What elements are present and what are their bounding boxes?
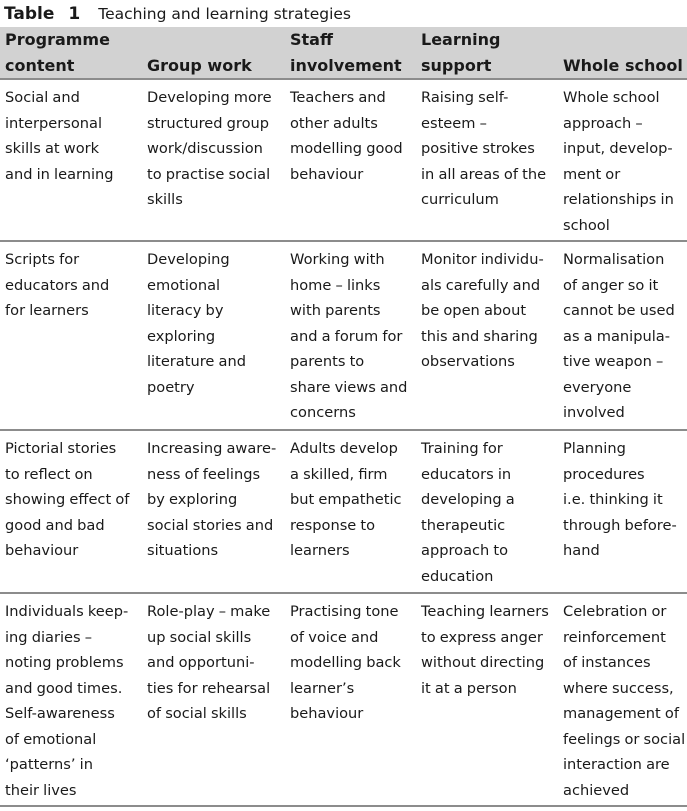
cell-line: ‘patterns’ in [5,756,93,773]
cell-line: learners [290,542,350,559]
cell-line: Role-play – make [147,603,271,620]
cell-line: as a manipula- [563,327,671,345]
cell-line: of emotional [5,730,97,748]
cell-line: showing effect of [5,491,130,508]
cell-staff-involvement [285,430,416,593]
cell-line: and a forum for [290,327,403,345]
cell-line: in all areas of the [421,165,547,183]
header-line: Learning [421,30,501,49]
cell-line: poetry [147,378,195,396]
cell-line: a skilled, firm [290,465,388,483]
cell-line: ness of feelings [147,465,261,483]
cell-line: Individuals keep- [5,603,129,620]
cell-line: observations [421,353,515,370]
table-row [0,79,687,241]
cell-line: involved [563,404,625,421]
cell-line: modelling back [290,654,401,671]
cell-line: by exploring [147,491,238,508]
cell-line: learner’s [290,679,355,697]
cell-line: Celebration or [563,603,667,620]
cell-line: Working with [290,251,385,268]
cell-line: to express anger [421,628,543,646]
cell-line: everyone [563,378,632,396]
cell-line: approach to [421,542,509,559]
cell-group-work [142,241,285,430]
strategies-table [0,27,687,807]
cell-line: therapeutic [421,516,506,534]
header-line: Whole school [563,55,683,75]
cell-line: approach – [563,114,643,132]
cell-line: educators in [421,465,512,483]
header-line: Group work [147,55,252,75]
cell-line: structured group [147,114,270,132]
cell-line: input, develop- [563,140,673,157]
cell-whole-school [558,430,687,593]
cell-line: achieved [563,781,630,799]
header-line: support [421,55,492,75]
cell-line: Normalisation [563,251,665,268]
cell-line: literature and [147,353,246,370]
cell-line: ing diaries – [5,628,93,646]
cell-line: positive strokes [421,140,535,157]
cell-line: skills [147,191,183,208]
cell-line: work/discussion [147,140,263,157]
cell-line: interaction are [563,756,670,773]
cell-line: for learners [5,302,89,319]
cell-group-work [142,593,285,806]
cell-line: cannot be used [563,302,675,319]
table-header [0,27,687,79]
cell-learning-support [416,430,558,593]
header-line: involvement [290,55,402,75]
cell-line: to practise social [147,165,271,183]
cell-line: share views and [290,378,408,396]
cell-line: Raising self- [421,89,509,106]
cell-programme-content [0,79,142,241]
cell-line: their lives [5,781,77,799]
cell-line: Increasing aware- [147,440,277,457]
cell-line: exploring [147,327,216,345]
cell-line: Developing [147,251,230,268]
cell-line: Pictorial stories [5,440,117,457]
cell-programme-content [0,430,142,593]
cell-line: Self-awareness [5,705,115,722]
cell-programme-content [0,241,142,430]
cell-line: educators and [5,276,110,294]
cell-line: Developing more [147,89,272,106]
cell-line: to reflect on [5,465,93,483]
cell-line: it at a person [421,679,517,697]
cell-line: feelings or social [563,730,686,748]
cell-line: concerns [290,404,356,421]
cell-staff-involvement [285,593,416,806]
cell-line: without directing [421,654,545,671]
header-learning-support [416,27,558,79]
cell-line: noting problems [5,654,124,671]
table-body [0,79,687,806]
table-number: 1 [68,4,81,24]
cell-programme-content [0,593,142,806]
cell-line: parents to [290,353,365,370]
cell-whole-school [558,593,687,806]
header-group-work [142,27,285,79]
cell-line: i.e. thinking it [563,491,663,508]
cell-line: literacy by [147,302,224,319]
cell-line: response to [290,516,376,534]
table-title: Teaching and learning strategies [98,5,352,23]
cell-line: Practising tone [290,603,399,620]
cell-line: with parents [290,302,381,319]
cell-line: and opportuni- [147,654,255,671]
cell-line: be open about [421,302,527,319]
cell-line: of social skills [147,705,247,722]
cell-line: situations [147,542,219,559]
header-row [0,27,687,79]
cell-line: of instances [563,654,651,671]
header-staff-involvement [285,27,416,79]
cell-learning-support [416,79,558,241]
cell-line: als carefully and [421,276,541,294]
cell-line: and in learning [5,165,114,183]
cell-whole-school [558,79,687,241]
cell-learning-support [416,241,558,430]
cell-line: reinforcement [563,628,666,646]
cell-line: Planning [563,440,626,457]
cell-group-work [142,79,285,241]
table-row [0,593,687,806]
cell-line: Teaching learners [421,603,549,620]
cell-line: but empathetic [290,491,402,508]
cell-line: tive weapon – [563,353,664,370]
cell-line: this and sharing [421,327,538,345]
cell-staff-involvement [285,241,416,430]
cell-line: Adults develop [290,440,398,457]
cell-line: good and bad [5,516,105,534]
header-whole-school [558,27,687,79]
cell-line: school [563,216,610,234]
cell-line: modelling good [290,140,403,157]
table-label: Table [4,4,55,24]
cell-line: social stories and [147,516,274,534]
cell-line: and good times. [5,679,123,697]
table-row [0,430,687,593]
cell-line: behaviour [5,542,79,559]
cell-learning-support [416,593,558,806]
table-row [0,241,687,430]
cell-line: ties for rehearsal [147,679,271,697]
cell-line: hand [563,542,600,559]
cell-line: relationships in [563,191,674,208]
cell-line: education [421,567,494,585]
header-line: content [5,55,75,75]
cell-line: where success, [563,679,674,697]
cell-line: Whole school [563,89,660,106]
cell-line: emotional [147,276,221,294]
header-programme-content [0,27,142,79]
cell-line: Training for [421,440,503,457]
cell-line: behaviour [290,705,364,722]
cell-line: Monitor individu- [421,251,544,268]
cell-line: management of [563,705,679,722]
cell-line: skills at work [5,140,100,157]
cell-line: of anger so it [563,276,659,294]
cell-line: Scripts for [5,251,80,268]
cell-line: through before- [563,516,677,534]
cell-line: other adults [290,114,378,132]
cell-line: curriculum [421,191,499,208]
header-line: Staff [290,30,333,49]
cell-staff-involvement [285,79,416,241]
header-line: Programme [5,30,110,49]
cell-line: up social skills [147,628,252,646]
cell-line: behaviour [290,165,364,183]
cell-line: home – links [290,276,381,294]
cell-line: Teachers and [290,89,386,106]
cell-line: developing a [421,491,515,508]
cell-line: ment or [563,165,621,183]
cell-group-work [142,430,285,593]
cell-whole-school [558,241,687,430]
table-caption [4,2,351,26]
cell-line: interpersonal [5,114,103,132]
cell-line: procedures [563,465,645,483]
cell-line: esteem – [421,114,487,132]
cell-line: Social and [5,89,80,106]
cell-line: of voice and [290,628,379,646]
